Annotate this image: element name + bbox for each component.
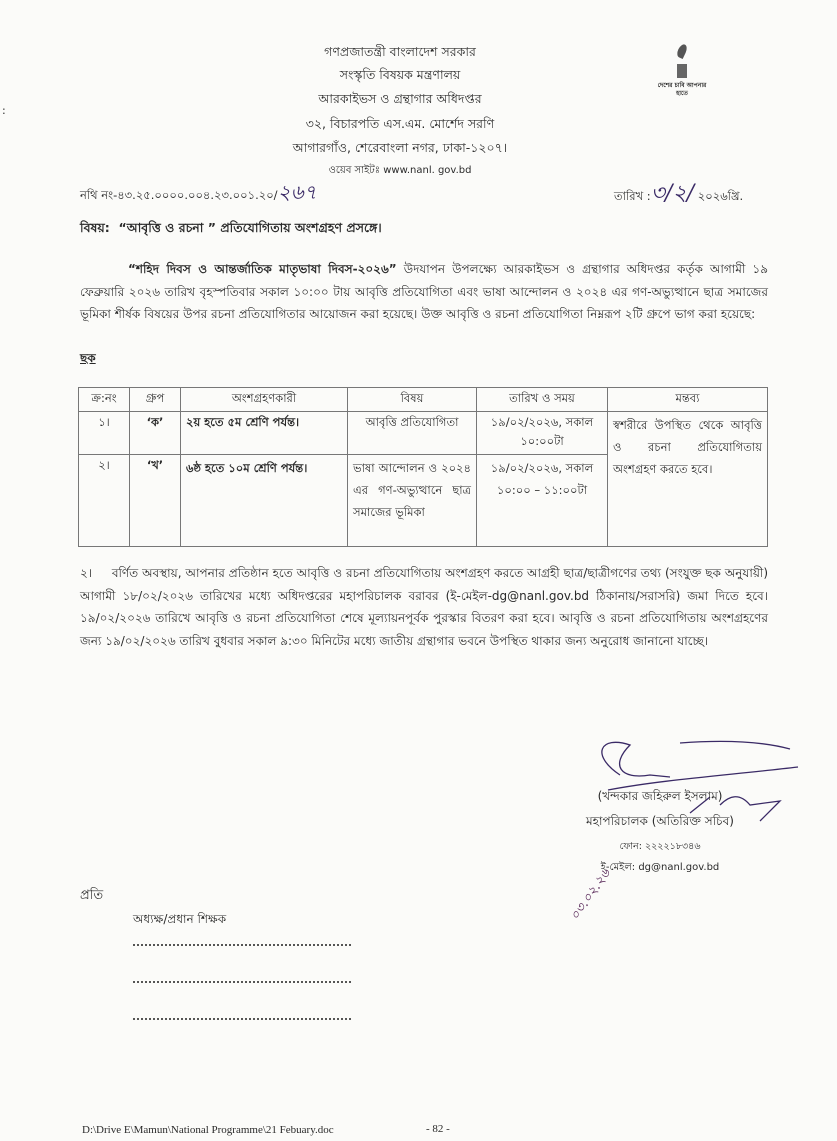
table-title: ছক — [80, 351, 96, 365]
margin-mark: : — [2, 104, 6, 117]
recipient-title: অধ্যক্ষ/প্রধান শিক্ষক — [133, 912, 227, 926]
header-datetime: তারিখ ও সময় — [477, 388, 608, 412]
cell-group: ‘ক’ — [130, 412, 181, 455]
cell-participants: ২য় হতে ৫ম শ্রেণি পর্যন্ত। — [181, 412, 348, 455]
footer-file-path: D:\Drive E\Mamun\National Programme\21 Febuary.doc — [82, 1124, 334, 1136]
date-handwritten: ৩/২/ — [650, 181, 695, 206]
signatory-phone: ফোন: ২২২২১৮৩৪৬ — [619, 841, 701, 852]
signatory-name: (খন্দকার জহিরুল ইসলাম) — [597, 789, 723, 803]
header-remarks: মন্তব্য — [608, 388, 768, 412]
logo-leaf-icon — [675, 43, 688, 59]
handwritten-initials: ০৩.০২.২৬ — [567, 866, 614, 924]
govt-name: গণপ্রজাতন্ত্রী বাংলাদেশ সরকার — [324, 44, 476, 59]
logo-book-icon — [677, 64, 687, 78]
website: ওয়েব সাইটঃ www.nanl. gov.bd — [328, 165, 472, 176]
paragraph-1 — [80, 258, 768, 326]
groups-table — [78, 387, 768, 547]
address-line-1: ৩২, বিচারপতি এস.এম. মোর্শেদ সরণি — [305, 116, 495, 131]
memo-label: নথি নং-৪৩.২৫.০০০০.০০৪.২৩.০০১.২০/ — [80, 188, 278, 202]
cell-serial: ১। — [79, 412, 130, 455]
recipient-label: প্রতি — [80, 888, 104, 903]
ministry-name: সংস্কৃতি বিষয়ক মন্ত্রণালয় — [339, 67, 461, 82]
cell-topic: আবৃত্তি প্রতিযোগিতা — [348, 412, 477, 455]
memo-date — [614, 176, 743, 213]
paragraph-1-bold: “শহিদ দিবস ও আন্তর্জাতিক মাতৃভাষা দিবস-২০২৬” — [128, 262, 397, 276]
cell-datetime: ১৯/০২/২০২৬, সকাল ১০:০০ – ১১:০০টা — [477, 455, 608, 547]
paragraph-2-number: ২। — [80, 566, 93, 580]
header-serial: ক্র:নং — [79, 388, 130, 412]
subject-line — [80, 220, 382, 240]
header-participants: অংশগ্রহণকারী — [181, 388, 348, 412]
date-label: তারিখ : — [614, 189, 651, 203]
recipient-line-1 — [133, 944, 351, 946]
address-line-2: আগারগাঁও, শেরেবাংলা নগর, ঢাকা-১২০৭। — [292, 140, 508, 155]
logo — [652, 44, 712, 98]
header-group: গ্রুপ — [130, 388, 181, 412]
logo-text: দেশের চাবি আপনার হাতে — [657, 82, 707, 97]
paragraph-2-text: বর্ণিত অবস্থায়, আপনার প্রতিষ্ঠান হতে আবৃত্তি ও রচনা প্রতিযোগিতায় অংশগ্রহণ করতে আগ্রহী ছাত্র/ছাত্রীগণের তথ্য (সংযুক্ত ছক অনুযায়ী) আগামী ১৮/০২/২০২৬ তারিখের মধ্যে অধিদপ্তরের মহাপরিচালক বরাবর (ই-মেইল-dg@nanl.gov.bd ঠিকানায়/সরাসরি) জমা দিতে হবে। ১৯/০২/২০২৬ তারিখে আবৃত্তি ও রচনা প্রতিযোগিতা শেষে মূল্যায়নপূর্বক পুরস্কার বিতরণ করা হবে। আবৃত্তি ও রচনা প্রতিযোগিতায় অংশগ্রহণের জন্য ১৯/০২/২০২৬ তারিখ বুধবার সকাল ৯:৩০ মিনিটের মধ্যে জাতীয় গ্রন্থাগার ভবনে উপস্থিত থাকার জন্য অনুরোধ জানানো যাচ্ছে। — [80, 566, 768, 648]
subject-label: বিষয়: — [80, 220, 110, 235]
date-year: ২০২৬খ্রি. — [697, 189, 744, 203]
recipient-line-2 — [133, 981, 351, 983]
table-header-row — [79, 388, 768, 412]
signature-block — [560, 788, 760, 877]
cell-datetime: ১৯/০২/২০২৬, সকাল ১০:০০টা — [477, 412, 608, 455]
table-row — [79, 412, 768, 455]
signatory-title: মহাপরিচালক (অতিরিক্ত সচিব) — [586, 814, 734, 828]
cell-remarks: স্বশরীরে উপস্থিত থেকে আবৃত্তি ও রচনা প্রতিযোগিতায় অংশগ্রহণ করতে হবে। — [608, 412, 768, 547]
header-topic: বিষয় — [348, 388, 477, 412]
recipient-line-3 — [133, 1018, 351, 1020]
cell-topic: ভাষা আন্দোলন ও ২০২৪ এর গণ-অভ্যুত্থানে ছাত্র সমাজের ভূমিকা — [348, 455, 477, 547]
paragraph-1-text: উদযাপন উপলক্ষ্যে আরকাইভস ও গ্রন্থাগার অধিদপ্তর কর্তৃক আগামী ১৯ ফেব্রুয়ারি ২০২৬ তারিখ বৃহস্পতিবার সকাল ১০:০০ টায় আবৃত্তি প্রতিযোগিতা এবং ভাষা আন্দোলন ও ২০২৪ এর গণ-অভ্যুত্থানে ছাত্র সমাজের ভূমিকা শীর্ষক বিষয়ের উপর রচনা প্রতিযোগিতার আয়োজন করা হয়েছে। উক্ত আবৃত্তি ও রচনা প্রতিযোগিতা নিম্নরূপ ২টি গ্রুপে ভাগ করা হয়েছে: — [80, 262, 768, 321]
footer-page-number: - 82 - — [426, 1123, 450, 1135]
subject-text: “আবৃত্তি ও রচনা ” প্রতিযোগিতায় অংশগ্রহণ প্রসঙ্গে। — [118, 220, 382, 235]
department-name: আরকাইভস ও গ্রন্থাগার অধিদপ্তর — [318, 91, 482, 106]
signatory-email: ই-মেইল: dg@nanl.gov.bd — [600, 862, 720, 873]
cell-group: ‘খ’ — [130, 455, 181, 547]
memo-number-handwritten: ২৬৭ — [277, 180, 317, 204]
cell-participants: ৬ষ্ঠ হতে ১০ম শ্রেণি পর্যন্ত। — [181, 455, 348, 547]
cell-serial: ২। — [79, 455, 130, 547]
memo-number — [80, 178, 317, 211]
paragraph-2 — [80, 562, 768, 652]
